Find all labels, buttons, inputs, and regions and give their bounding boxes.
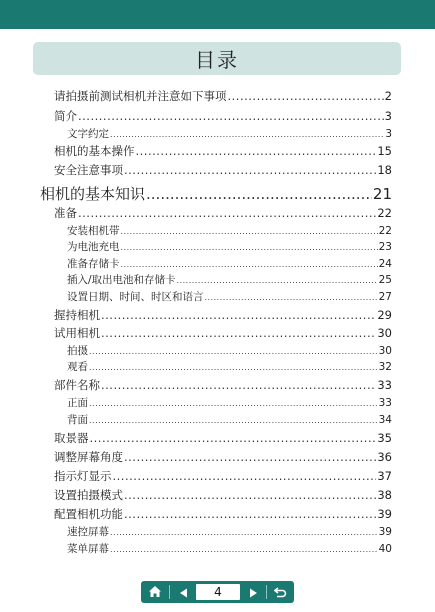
toc-entry[interactable] — [54, 506, 392, 522]
leader-dots — [89, 399, 378, 408]
toc-subentry[interactable] — [67, 395, 392, 410]
leader-dots — [89, 363, 378, 372]
toc-entry[interactable] — [54, 143, 392, 159]
toc-entry-page: 15 — [377, 144, 392, 158]
leader-dots — [89, 347, 378, 356]
toc-entry-label: 简介 — [54, 109, 77, 123]
toc-entry-label: 设置拍摄模式 — [54, 488, 123, 502]
leader-dots — [146, 185, 372, 203]
leader-dots — [121, 260, 378, 269]
leader-dots — [124, 163, 376, 177]
toc-entry-page: 27 — [378, 291, 392, 303]
toc-entry[interactable] — [54, 307, 392, 323]
leader-dots — [78, 206, 376, 220]
next-page-icon — [249, 583, 258, 602]
toc-subentry[interactable] — [67, 524, 392, 539]
toc-entry-label: 部件名称 — [54, 378, 100, 392]
leader-dots — [124, 488, 376, 502]
leader-dots — [124, 450, 376, 464]
toc-entry-label: 正面 — [67, 397, 88, 409]
toc-subentry[interactable] — [67, 541, 392, 556]
leader-dots — [110, 528, 378, 537]
toc-entry[interactable] — [54, 468, 392, 484]
toc-entry-label: 请拍摄前测试相机并注意如下事项 — [54, 89, 227, 103]
toc-subentry[interactable] — [67, 359, 392, 374]
toc-subentry[interactable] — [67, 223, 392, 238]
toc-entry-page: 29 — [377, 308, 392, 322]
toc-chapter-page: 21 — [372, 185, 392, 203]
toc-entry-label: 安装相机带 — [67, 225, 120, 237]
toc-chapter-label: 相机的基本知识 — [40, 185, 146, 203]
toc-subentry[interactable] — [67, 412, 392, 427]
toc-subentry[interactable] — [67, 343, 392, 358]
toc-subentry[interactable] — [67, 289, 392, 304]
toc-entry-label: 指示灯显示 — [54, 469, 112, 483]
toc-entry-page: 39 — [377, 507, 392, 521]
leader-dots — [136, 144, 377, 158]
toc-entry-page: 37 — [377, 469, 392, 483]
home-button[interactable] — [141, 581, 169, 603]
toc-entry-label: 为电池充电 — [67, 241, 120, 253]
next-page-button[interactable] — [240, 581, 266, 603]
toc-entry-label: 调整屏幕角度 — [54, 450, 123, 464]
leader-dots — [101, 326, 376, 340]
toc-entry-page: 40 — [378, 543, 392, 555]
toc-entry-label: 菜单屏幕 — [67, 543, 109, 555]
leader-dots — [124, 507, 376, 521]
toc-entry-page: 22 — [377, 206, 392, 220]
leader-dots — [121, 227, 378, 236]
page-navigation-bar — [141, 581, 294, 603]
toc-entry-page: 30 — [377, 326, 392, 340]
return-button[interactable] — [267, 581, 293, 603]
leader-dots — [110, 130, 384, 139]
toc-entry-page: 18 — [377, 163, 392, 177]
toc-entry[interactable] — [54, 377, 392, 393]
leader-dots — [89, 416, 378, 425]
toc-entry-label: 文字约定 — [67, 128, 109, 140]
toc-entry-label: 相机的基本操作 — [54, 144, 135, 158]
toc-entry-page: 38 — [377, 488, 392, 502]
toc-entry-page: 35 — [377, 431, 392, 445]
leader-dots — [121, 243, 378, 252]
leader-dots — [205, 293, 378, 302]
current-page-number: 4 — [196, 584, 240, 600]
toc-entry-label: 安全注意事项 — [54, 163, 123, 177]
toc-chapter[interactable] — [40, 183, 392, 204]
toc-entry-label: 准备存储卡 — [67, 258, 120, 270]
leader-dots — [101, 308, 376, 322]
toc-entry-page: 2 — [384, 89, 392, 103]
return-icon — [274, 583, 287, 602]
toc-entry-page: 32 — [378, 361, 392, 373]
top-bar — [0, 0, 435, 29]
leader-dots — [177, 276, 378, 285]
leader-dots — [78, 109, 384, 123]
toc-subentry[interactable] — [67, 239, 392, 254]
toc-entry[interactable] — [54, 162, 392, 178]
leader-dots — [110, 545, 378, 554]
toc-subentry[interactable] — [67, 272, 392, 287]
leader-dots — [101, 378, 376, 392]
toc-entry-label: 背面 — [67, 414, 88, 426]
toc-entry[interactable] — [54, 205, 392, 221]
toc-entry-label: 拍摄 — [67, 345, 88, 357]
toc-entry-label: 准备 — [54, 206, 77, 220]
toc-entry-page: 34 — [378, 414, 392, 426]
toc-entry-label: 取景器 — [54, 431, 89, 445]
toc-entry-page: 24 — [378, 258, 392, 270]
toc-entry-label: 试用相机 — [54, 326, 100, 340]
prev-page-button[interactable] — [170, 581, 196, 603]
toc-entry[interactable] — [54, 449, 392, 465]
toc-entry-page: 3 — [385, 128, 392, 140]
toc-entry-page: 36 — [377, 450, 392, 464]
leader-dots — [113, 469, 377, 483]
toc-entry-label: 设置日期、时间、时区和语言 — [67, 291, 204, 303]
toc-entry-label: 观看 — [67, 361, 88, 373]
toc-subentry[interactable] — [67, 126, 392, 141]
toc-entry[interactable] — [54, 325, 392, 341]
toc-entry[interactable] — [54, 430, 392, 446]
toc-entry[interactable] — [54, 108, 392, 124]
leader-dots — [90, 431, 377, 445]
home-icon — [148, 583, 162, 602]
toc-entry[interactable] — [54, 88, 392, 104]
toc-entry[interactable] — [54, 487, 392, 503]
page-title: 目录 — [33, 42, 401, 75]
toc-entry-page: 25 — [378, 274, 392, 286]
toc-entry-page: 33 — [378, 397, 392, 409]
toc-entry-page: 33 — [377, 378, 392, 392]
toc-entry-page: 39 — [378, 526, 392, 538]
toc-subentry[interactable] — [67, 256, 392, 271]
toc-entry-label: 配置相机功能 — [54, 507, 123, 521]
toc-entry-label: 速控屏幕 — [67, 526, 109, 538]
prev-page-icon — [179, 583, 188, 602]
toc-entry-page: 23 — [378, 241, 392, 253]
toc-entry-page: 3 — [384, 109, 392, 123]
toc-entry-page: 22 — [378, 225, 392, 237]
leader-dots — [228, 89, 384, 103]
toc-entry-label: 插入/取出电池和存储卡 — [67, 274, 176, 286]
toc-entry-label: 握持相机 — [54, 308, 100, 322]
toc-entry-page: 30 — [378, 345, 392, 357]
